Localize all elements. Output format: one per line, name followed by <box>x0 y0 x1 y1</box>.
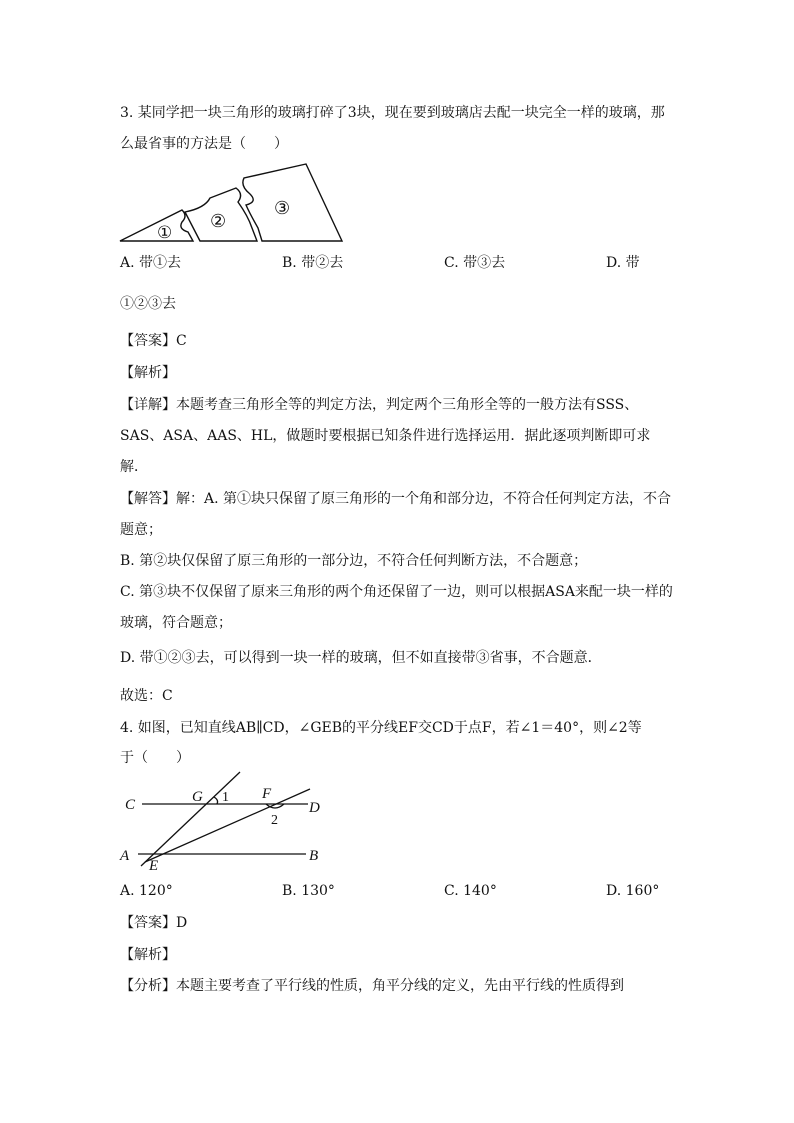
q3-detail-line1: 【详解】本题考查三角形全等的判定方法，判定两个三角形全等的一般方法有SSS、 <box>120 397 639 413</box>
q3-solution-line2: 题意； <box>120 522 162 538</box>
q3-option-c: C. 带③去 <box>444 255 506 271</box>
q4-label-f: F <box>262 786 272 802</box>
q4-label-1: 1 <box>222 790 229 805</box>
q4-option-c: C. 140° <box>444 883 497 899</box>
q3-solution-c2: 玻璃，符合题意； <box>120 615 232 631</box>
q3-stem-line1: 3. 某同学把一块三角形的玻璃打碎了3块，现在要到玻璃店去配一块完全一样的玻璃，那 <box>120 105 665 121</box>
q3-option-d: D. 带 <box>606 255 640 271</box>
q4-stem-line1: 4. 如图，已知直线AB∥CD，∠GEB的平分线EF交CD于点F，若∠1＝40°，则∠2等 <box>120 720 642 736</box>
q4-stem-line2: 于（ ） <box>120 750 190 766</box>
q4-label-2: 2 <box>271 813 278 828</box>
q4-label-e: E <box>149 858 159 874</box>
q4-label-a: A <box>120 848 130 864</box>
q3-option-b: B. 带②去 <box>282 255 344 271</box>
q4-option-b: B. 130° <box>282 883 335 899</box>
q4-label-b: B <box>309 848 319 864</box>
q4-analysis-title: 【解析】 <box>120 947 176 963</box>
q4-label-c: C <box>125 797 136 813</box>
q4-label-g: G <box>192 789 203 805</box>
q3-solution-b: B. 第②块仅保留了原三角形的一部分边，不符合任何判断方法，不合题意； <box>120 553 588 569</box>
q3-fig-label-2: ② <box>210 211 227 231</box>
q3-solution-c1: C. 第③块不仅保留了原来三角形的两个角还保留了一边，则可以根据ASA来配一块一样的 <box>120 584 673 600</box>
q3-detail-line3: 解． <box>120 459 148 475</box>
q3-analysis-title: 【解析】 <box>120 365 176 381</box>
q4-answer: 【答案】D <box>120 915 188 931</box>
q3-detail-line2: SAS、ASA、AAS、HL，做题时要根据已知条件进行选择运用．据此逐项判断即可求 <box>120 428 651 444</box>
q4-analysis-line1: 【分析】本题主要考查了平行线的性质，角平分线的定义，先由平行线的性质得到 <box>120 978 624 994</box>
q3-fig-label-3: ③ <box>274 198 291 218</box>
q3-fig-label-1: ① <box>157 223 173 242</box>
q4-label-d: D <box>309 800 320 816</box>
q3-solution-line1: 【解答】解：A. 第①块只保留了原三角形的一个角和部分边，不符合任何判定方法，不合 <box>120 491 672 507</box>
q3-option-a: A. 带①去 <box>120 255 182 271</box>
q3-stem-line2: 么最省事的方法是（ ） <box>120 136 288 152</box>
q4-option-a: A. 120° <box>120 883 173 899</box>
q3-option-d-continued: ①②③去 <box>120 296 176 312</box>
q3-solution-d: D. 带①②③去，可以得到一块一样的玻璃，但不如直接带③省事，不合题意． <box>120 650 602 666</box>
q3-choice: 故选：C <box>120 688 173 704</box>
q3-answer: 【答案】C <box>120 333 187 349</box>
q4-option-d: D. 160° <box>606 883 660 899</box>
